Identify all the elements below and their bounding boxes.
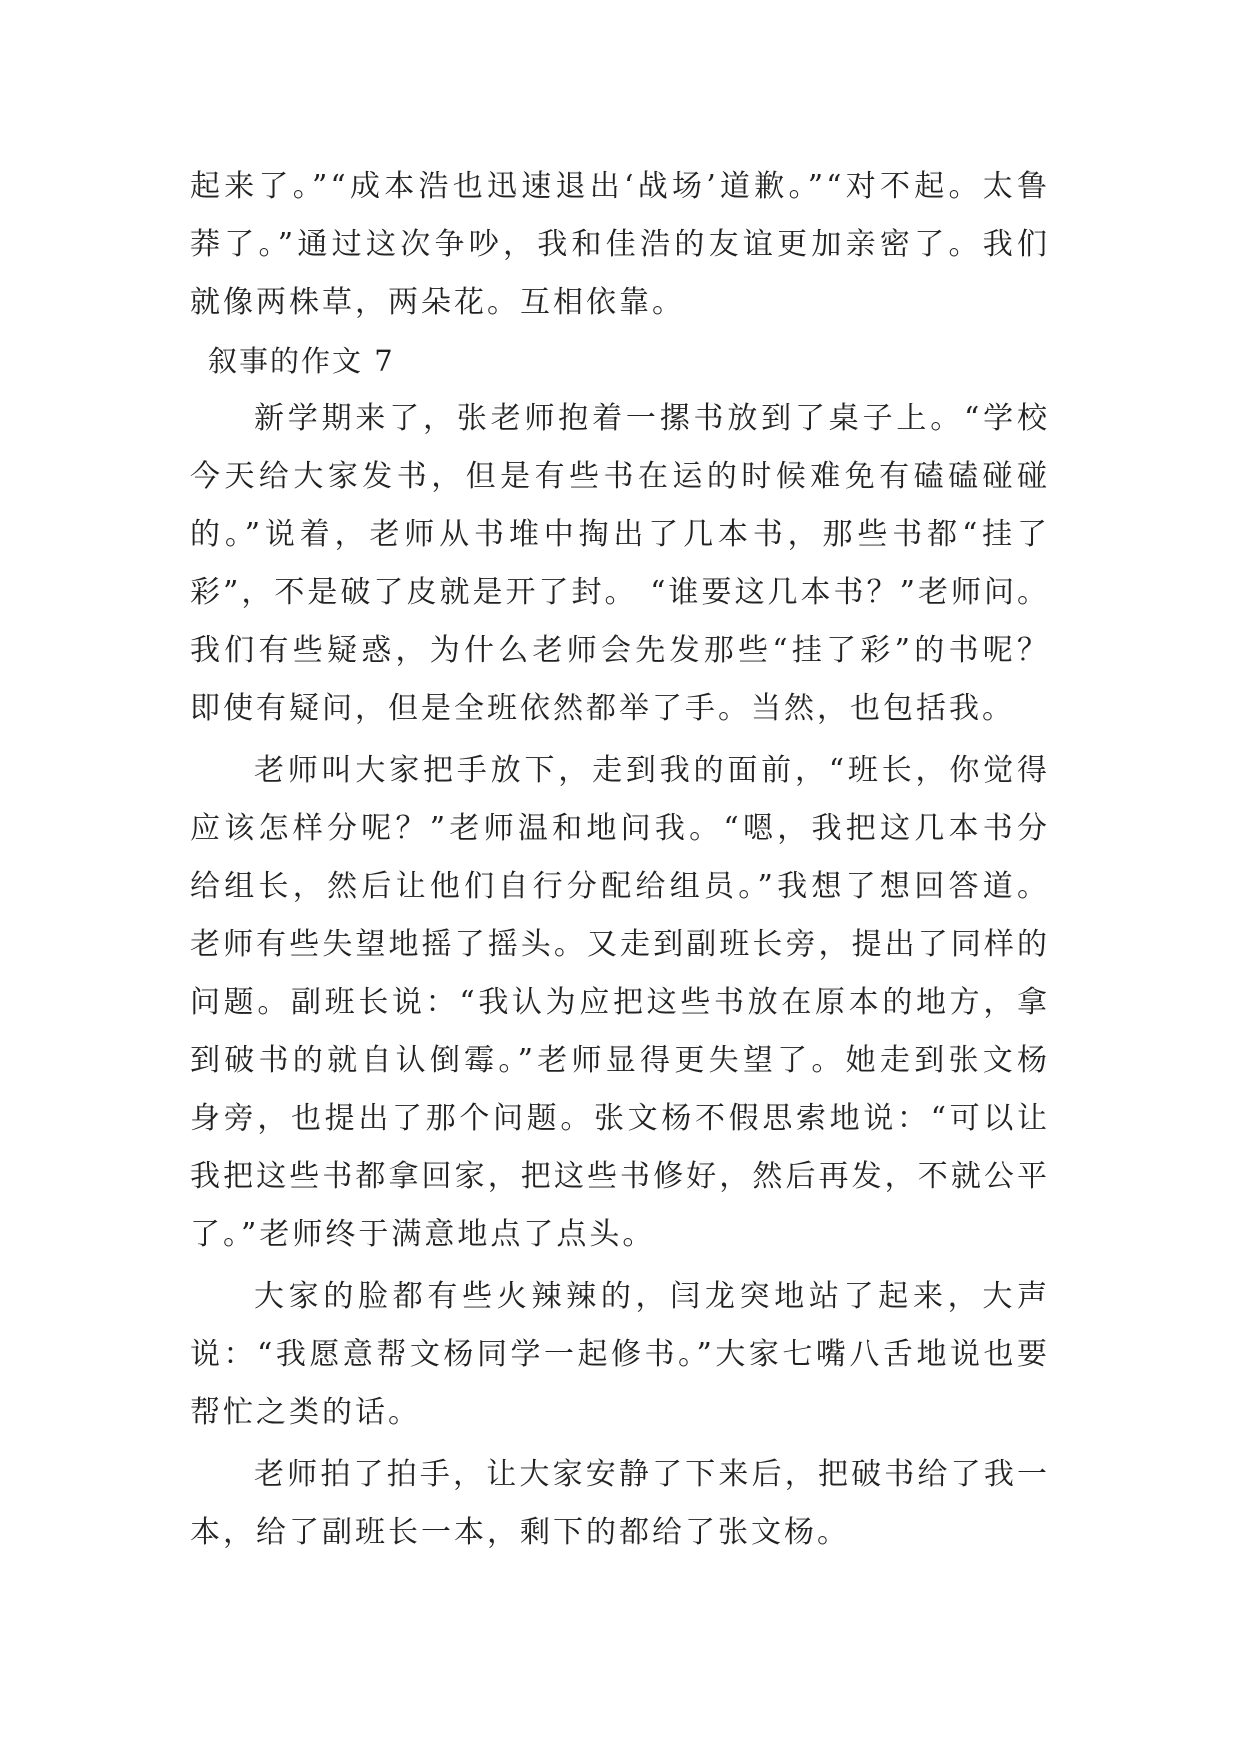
continued-paragraph: 起来了。”“成本浩也迅速退出‘战场’道歉。”“对不起。太鲁莽了。”通过这次争吵，我和佳浩的友谊更加亲密了。我们就像两株草，两朵花。互相依靠。 [190,169,1050,320]
essay-paragraph-3: 大家的脸都有些火辣辣的，闫龙突地站了起来，大声说：“我愿意帮文杨同学一起修书。”大家七嘴八舌地说也要帮忙之类的话。 [190,1279,1050,1430]
essay-heading: 叙事的作文 7 [208,344,395,378]
essay-paragraph-2: 老师叫大家把手放下，走到我的面前，“班长，你觉得应该怎样分呢？”老师温和地问我。“嗯，我把这几本书分给组长，然后让他们自行分配给组员。”我想了想回答道。老师有些失望地摇了摇头。又走到副班长旁，提出了同样的问题。副班长说：“我认为应把这些书放在原本的地方，拿到破书的就自认倒霉。”老师显得更失望了。她走到张文杨身旁，也提出了那个问题。张文杨不假思索地说：“可以让我把这些书都拿回家，把这些书修好，然后再发，不就公平了。”老师终于满意地点了点头。 [190,753,1050,1252]
document-body [190,158,1050,1562]
essay-paragraph-4: 老师拍了拍手，让大家安静了下来后，把破书给了我一本，给了副班长一本，剩下的都给了张文杨。 [190,1457,1050,1550]
essay-paragraph-1: 新学期来了，张老师抱着一摞书放到了桌子上。“学校今天给大家发书，但是有些书在运的时候难免有磕磕碰碰的。”说着，老师从书堆中掏出了几本书，那些书都“挂了彩”，不是破了皮就是开了封。 “谁要这几本书？”老师问。我们有些疑惑，为什么老师会先发那些“挂了彩”的书呢？即使有疑问，但是全班依然都举了手。当然，也包括我。 [190,401,1050,726]
